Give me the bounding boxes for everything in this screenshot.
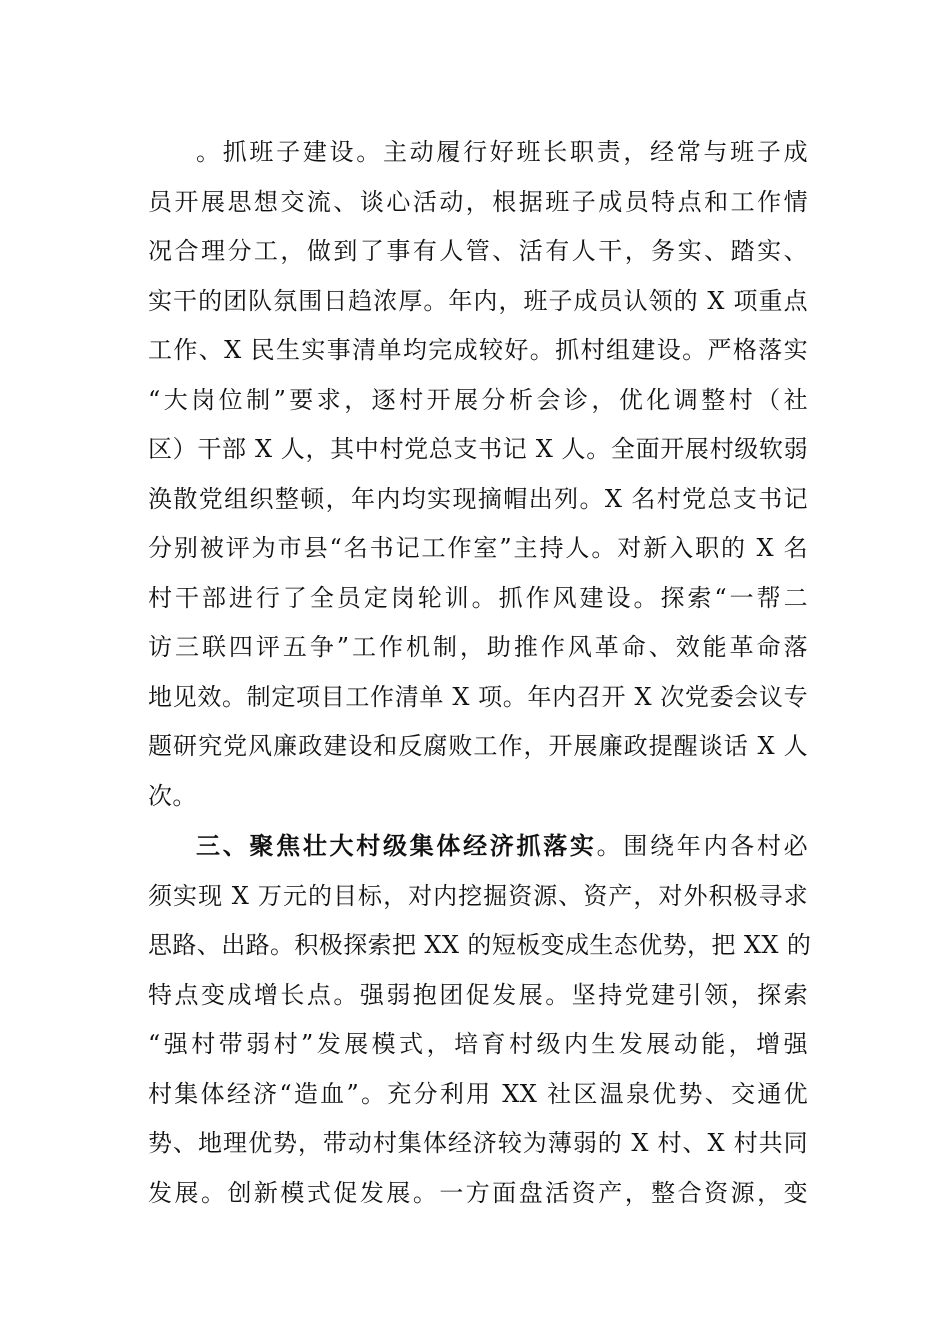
text-line: 题研究党风廉政建设和反腐败工作，开展廉政提醒谈话 X 人 [148,732,808,760]
heading-line-rest: 。围绕年内各村必 [596,832,809,860]
text-line: 况合理分工，做到了事有人管、活有人干，务实、踏实、 [148,237,808,265]
text-line: 地见效。制定项目工作清单 X 项。年内召开 X 次党委会议专 [148,682,808,711]
heading-line [148,822,808,872]
text-line: 访三联四评五争”工作机制，助推作风革命、效能革命落 [148,633,808,661]
text-line: “大岗位制”要求，逐村开展分析会诊，优化调整村（社 [148,385,808,414]
text-line: 势、地理优势，带动村集体经济较为薄弱的 X 村、X 村共同 [148,1129,808,1157]
text-line: 员开展思想交流、谈心活动，根据班子成员特点和工作情 [148,187,808,216]
text-line: 区）干部 X 人，其中村党总支书记 X 人。全面开展村级软弱 [148,435,808,463]
text-line: 工作、X 民生实事清单均完成较好。抓村组建设。严格落实 [148,336,808,364]
text-line: 实干的团队氛围日趋浓厚。年内，班子成员认领的 X 项重点 [148,286,808,315]
text-line: 。抓班子建设。主动履行好班长职责，经常与班子成 [196,138,808,166]
text-line: 思路、出路。积极探索把 XX 的短板变成生态优势，把 XX 的 [148,931,812,959]
text-line: 涣散党组织整顿，年内均实现摘帽出列。X 名村党总支书记 [148,484,808,513]
text-line: 村集体经济“造血”。充分利用 XX 社区温泉优势、交通优 [148,1079,808,1108]
paragraph-collective-economy [148,822,812,1218]
paragraph-party-building [148,128,808,821]
text-line: 次。 [148,781,197,810]
text-line: 村干部进行了全员定岗轮训。抓作风建设。探索“一帮二 [148,583,808,612]
text-line: “强村带弱村”发展模式，培育村级内生发展动能，增强 [148,1030,808,1058]
text-line: 特点变成增长点。强弱抱团促发展。坚持党建引领，探索 [148,980,808,1009]
section-heading: 三、聚焦壮大村级集体经济抓落实 [196,832,597,860]
text-line: 发展。创新模式促发展。一方面盘活资产，整合资源，变 [148,1178,808,1207]
text-line: 须实现 X 万元的目标，对内挖掘资源、资产，对外积极寻求 [148,881,808,910]
text-line: 分别被评为市县“名书记工作室”主持人。对新入职的 X 名 [148,534,808,562]
